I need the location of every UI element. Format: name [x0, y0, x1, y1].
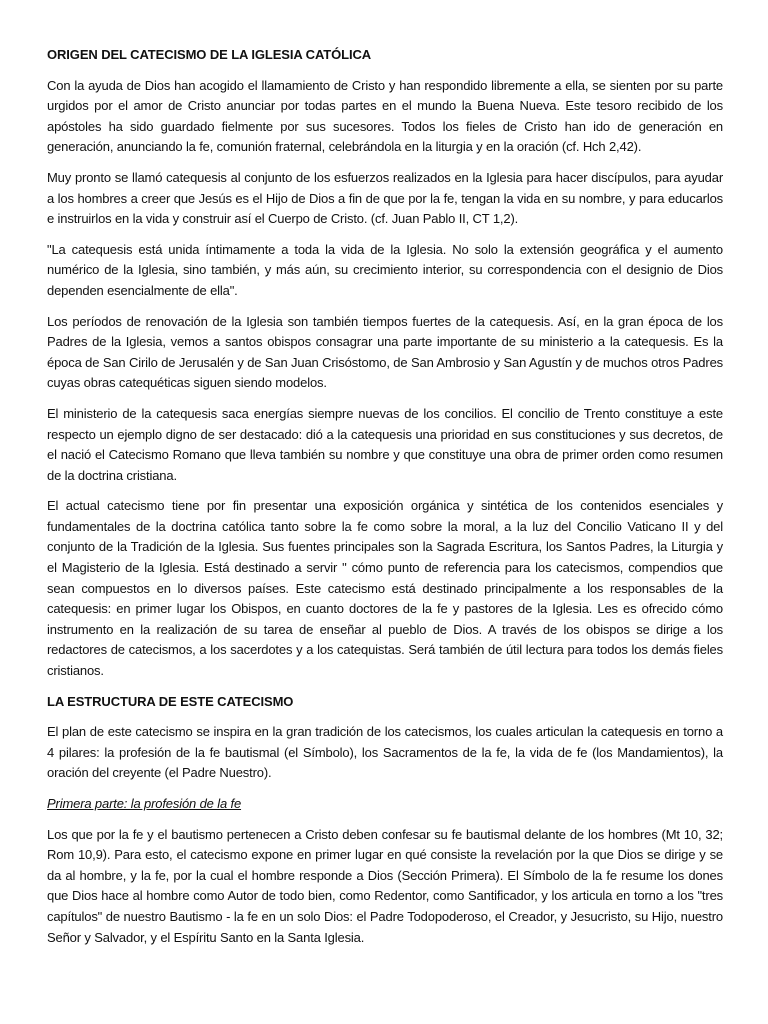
- paragraph-8: Los que por la fe y el bautismo pertenecen a Cristo deben confesar su fe bautismal delante de los hombres (Mt 10, 32; Rom 10,9). Para esto, el catecismo expone en primer lugar en qué consiste la revelación por la que Dios se dirige y se da al hombre, y la fe, por la cual el hombre responde a Dios (Sección Primera). El Símbolo de la fe resume los dones que Dios hace al hombre como Autor de todo bien, como Redentor, como Santificador, y los articula en torno a los "tres capítulos" de nuestro Bautismo - la fe en un solo Dios: el Padre Todopoderoso, el Creador, y Jesucristo, su Hijo, nuestro Señor y Salvador, y el Espíritu Santo en la Santa Iglesia.: [47, 826, 723, 945]
- paragraph-5: El ministerio de la catequesis saca energías siempre nuevas de los concilios. El concilio de Trento constituye a este respecto un ejemplo digno de ser destacado: dió a la catequesis una prioridad en sus constituciones y sus decretos, de el nació el Catecismo Romano que lleva también su nombre y que constituye una obra de primer orden como resumen de la doctrina cristiana.: [47, 405, 723, 483]
- section-heading-estructura: LA ESTRUCTURA DE ESTE CATECISMO: [47, 693, 294, 709]
- paragraph-7: El plan de este catecismo se inspira en la gran tradición de los catecismos, los cuales articulan la catequesis en torno a 4 pilares: la profesión de la fe bautismal (el Símbolo), los Sacramentos de la fe, la vida de fe (los Mandamientos), la oración del creyente (el Padre Nuestro).: [47, 724, 723, 781]
- paragraph-6: El actual catecismo tiene por fin presentar una exposición orgánica y sintética de los contenidos esenciales y fundamentales de la doctrina católica tanto sobre la fe como sobre la moral, a la luz del Concilio Vaticano II y del conjunto de la Tradición de la Iglesia. Sus fuentes principales son la Sagrada Escritura, los Santos Padres, la Liturgia y el Magisterio de la Iglesia. Está destinado a servir " cómo punto de referencia para los catecismos, compendios que sean compuestos en lo diversos países. Este catecismo está destinado principalmente a los responsables de la catequesis: en primer lugar los Obispos, en cuanto doctores de la fe y pastores de la Iglesia. Les es ofrecido cómo instrumento en la realización de su tarea de enseñar al pueblo de Dios. A través de los obispos se dirige a los redactores de catecismos, a los sacerdotes y a los catequistas. Será también de útil lectura para todos los demás fieles cristianos.: [47, 498, 723, 679]
- paragraph-4: Los períodos de renovación de la Iglesia son también tiempos fuertes de la catequesis. Así, en la gran época de los Padres de la Iglesia, vemos a santos obispos consagrar una parte importante de su ministerio a la catequesis. Es la época de San Cirilo de Jerusalén y de San Juan Crisóstomo, de San Ambrosio y San Agustín y de muchos otros Padres cuyas obras catequéticas siguen siendo modelos.: [47, 313, 723, 391]
- paragraph-1: Con la ayuda de Dios han acogido el llamamiento de Cristo y han respondido libremente a ella, se sienten por su parte urgidos por el amor de Cristo anunciar por todas partes en el mundo la Buena Nueva. Este tesoro recibido de los apóstoles ha sido guardado fielmente por sus sucesores. Todos los fieles de Cristo han ido de generación en generación, anunciando la fe, comunión fraternal, celebrándola en la liturgia y en la oración (cf. Hch 2,42).: [47, 77, 723, 155]
- paragraph-2: Muy pronto se llamó catequesis al conjunto de los esfuerzos realizados en la Iglesia para hacer discípulos, para ayudar a los hombres a creer que Jesús es el Hijo de Dios a fin de que por la fe, tengan la vida en su nombre, y para educarlos e instruirlos en la vida y construir así el Cuerpo de Cristo. (cf. Juan Pablo II, CT 1,2).: [47, 169, 723, 227]
- section-heading-origen: ORIGEN DEL CATECISMO DE LA IGLESIA CATÓLICA: [47, 47, 372, 62]
- subsection-heading-primera-parte: Primera parte: la profesión de la fe: [47, 796, 242, 811]
- paragraph-3: "La catequesis está unida íntimamente a toda la vida de la Iglesia. No solo la extensión geográfica y el aumento numérico de la Iglesia, sino también, y más aún, su crecimiento interior, su correspondencia con el designio de Dios dependen esencialmente de ella".: [47, 241, 723, 298]
- document-page: [47, 45, 723, 958]
